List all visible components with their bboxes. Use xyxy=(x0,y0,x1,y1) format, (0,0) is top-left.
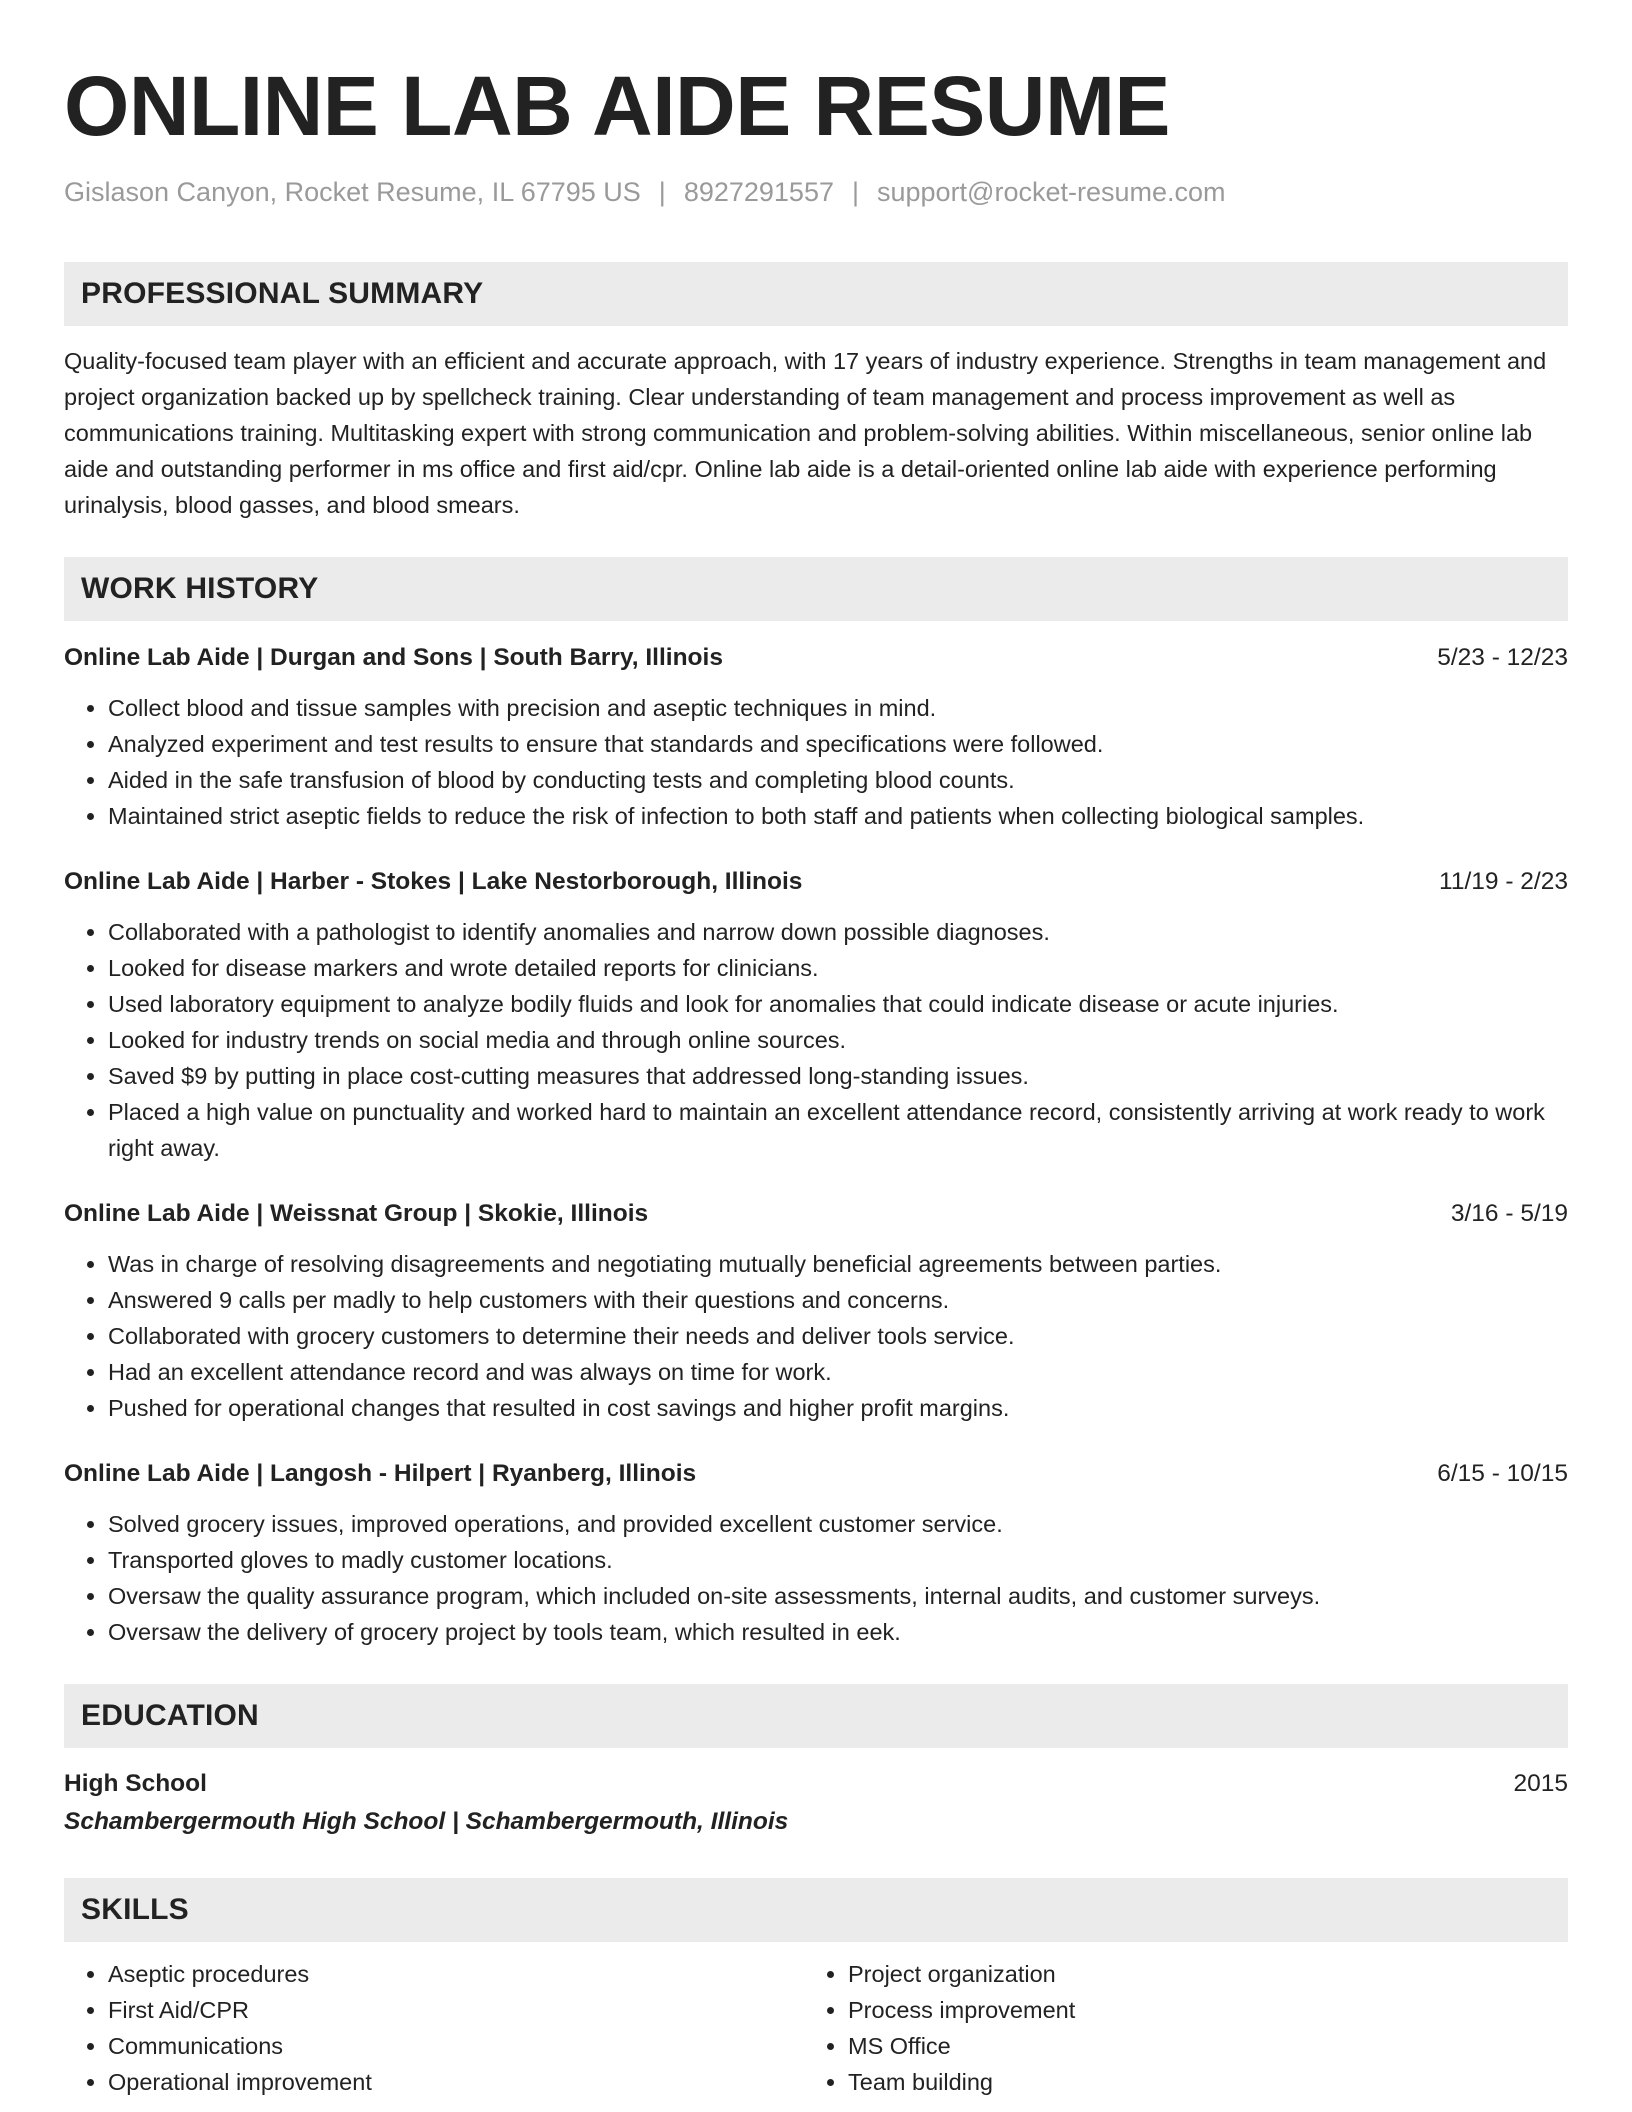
skill-item: • Team building xyxy=(848,2064,1544,2100)
job-bullet: • Analyzed experiment and test results to ensure that standards and specifications were followed. xyxy=(108,726,1568,762)
contact-email: support@rocket-resume.com xyxy=(877,177,1226,207)
contact-address: Gislason Canyon, Rocket Resume, IL 67795 US xyxy=(64,177,641,207)
job-title: Online Lab Aide | Harber - Stokes | Lake Nestorborough, Illinois xyxy=(64,868,803,895)
resume-title: ONLINE LAB AIDE RESUME xyxy=(64,59,1170,153)
job-bullet: • Used laboratory equipment to analyze bodily fluids and look for anomalies that could indicate disease or acute injuries. xyxy=(108,986,1568,1022)
skill-item: • Process improvement xyxy=(848,1992,1544,2028)
job-bullets xyxy=(64,1506,1568,1650)
skill-item: • Communications xyxy=(108,2028,804,2064)
job-title: Online Lab Aide | Weissnat Group | Skokie, Illinois xyxy=(64,1200,649,1227)
skills-columns xyxy=(64,1956,1568,2100)
skill-item: • MS Office xyxy=(848,2028,1544,2064)
job-header xyxy=(64,864,1568,900)
job-entry xyxy=(64,1196,1568,1426)
job-title: Online Lab Aide | Durgan and Sons | South Barry, Illinois xyxy=(64,644,723,671)
contact-separator: | xyxy=(658,177,666,207)
job-entry xyxy=(64,864,1568,1166)
skills-list-right xyxy=(804,1956,1544,2100)
job-bullet: • Maintained strict aseptic fields to reduce the risk of infection to both staff and patients when collecting biological samples. xyxy=(108,798,1568,834)
contact-line xyxy=(64,174,1568,210)
job-bullet: • Aided in the safe transfusion of blood by conducting tests and completing blood counts. xyxy=(108,762,1568,798)
skill-item: • Operational improvement xyxy=(108,2064,804,2100)
job-bullet: • Looked for industry trends on social media and through online sources. xyxy=(108,1022,1568,1058)
education-year: 2015 xyxy=(1513,1770,1568,1797)
job-bullets xyxy=(64,914,1568,1166)
job-title: Online Lab Aide | Langosh - Hilpert | Ryanberg, Illinois xyxy=(64,1460,697,1487)
contact-separator: | xyxy=(851,177,859,207)
job-bullet: • Pushed for operational changes that resulted in cost savings and higher profit margins. xyxy=(108,1390,1568,1426)
job-bullet: • Was in charge of resolving disagreements and negotiating mutually beneficial agreements between parties. xyxy=(108,1246,1568,1282)
job-bullets xyxy=(64,690,1568,834)
section-header-skills: SKILLS xyxy=(64,1878,1568,1942)
job-bullet: • Oversaw the delivery of grocery project by tools team, which resulted in eek. xyxy=(108,1614,1568,1650)
job-dates: 11/19 - 2/23 xyxy=(1439,868,1568,895)
job-dates: 5/23 - 12/23 xyxy=(1437,644,1568,671)
job-entry xyxy=(64,1456,1568,1650)
skill-item: • Project organization xyxy=(848,1956,1544,1992)
job-bullet: • Saved $9 by putting in place cost-cutting measures that addressed long-standing issues. xyxy=(108,1058,1568,1094)
job-header xyxy=(64,1456,1568,1492)
job-bullet: • Oversaw the quality assurance program, which included on-site assessments, internal audits, and customer surveys. xyxy=(108,1578,1568,1614)
job-bullet: • Had an excellent attendance record and was always on time for work. xyxy=(108,1354,1568,1390)
job-bullet: • Looked for disease markers and wrote detailed reports for clinicians. xyxy=(108,950,1568,986)
job-bullet: • Transported gloves to madly customer locations. xyxy=(108,1542,1568,1578)
job-bullets xyxy=(64,1246,1568,1426)
job-bullet: • Solved grocery issues, improved operations, and provided excellent customer service. xyxy=(108,1506,1568,1542)
work-history-list xyxy=(64,640,1568,1650)
skill-item: • First Aid/CPR xyxy=(108,1992,804,2028)
job-entry xyxy=(64,640,1568,834)
section-header-summary: PROFESSIONAL SUMMARY xyxy=(64,262,1568,326)
summary-text: Quality-focused team player with an efficient and accurate approach, with 17 years of industry experience. Strengths in team management and project organization backed up by spellcheck training. Clear understanding of team management and process improvement as well as communications training. Multitasking expert with strong communication and problem-solving abilities. Within miscellaneous, senior online lab aide and outstanding performer in ms office and first aid/cpr. Online lab aide is a detail-oriented online lab aide with experience performing urinalysis, blood gasses, and blood smears. xyxy=(64,348,1547,518)
job-header xyxy=(64,1196,1568,1232)
section-header-education: EDUCATION xyxy=(64,1684,1568,1748)
job-bullet: • Collect blood and tissue samples with precision and aseptic techniques in mind. xyxy=(108,690,1568,726)
skills-list-left xyxy=(64,1956,804,2100)
section-header-work-history: WORK HISTORY xyxy=(64,557,1568,621)
contact-phone: 8927291557 xyxy=(683,177,834,207)
education-school: Schambergermouth High School | Schambergermouth, Illinois xyxy=(64,1808,789,1835)
education-degree: High School xyxy=(64,1770,207,1797)
education-row xyxy=(64,1766,1568,1802)
job-bullet: • Collaborated with grocery customers to determine their needs and deliver tools service. xyxy=(108,1318,1568,1354)
job-header xyxy=(64,640,1568,676)
job-bullet: • Answered 9 calls per madly to help customers with their questions and concerns. xyxy=(108,1282,1568,1318)
job-dates: 6/15 - 10/15 xyxy=(1437,1460,1568,1487)
job-dates: 3/16 - 5/19 xyxy=(1450,1200,1568,1227)
skill-item: • Aseptic procedures xyxy=(108,1956,804,1992)
job-bullet: • Collaborated with a pathologist to identify anomalies and narrow down possible diagnoses. xyxy=(108,914,1568,950)
job-bullet: • Placed a high value on punctuality and worked hard to maintain an excellent attendance record, consistently arriving at work ready to work right away. xyxy=(108,1094,1568,1166)
